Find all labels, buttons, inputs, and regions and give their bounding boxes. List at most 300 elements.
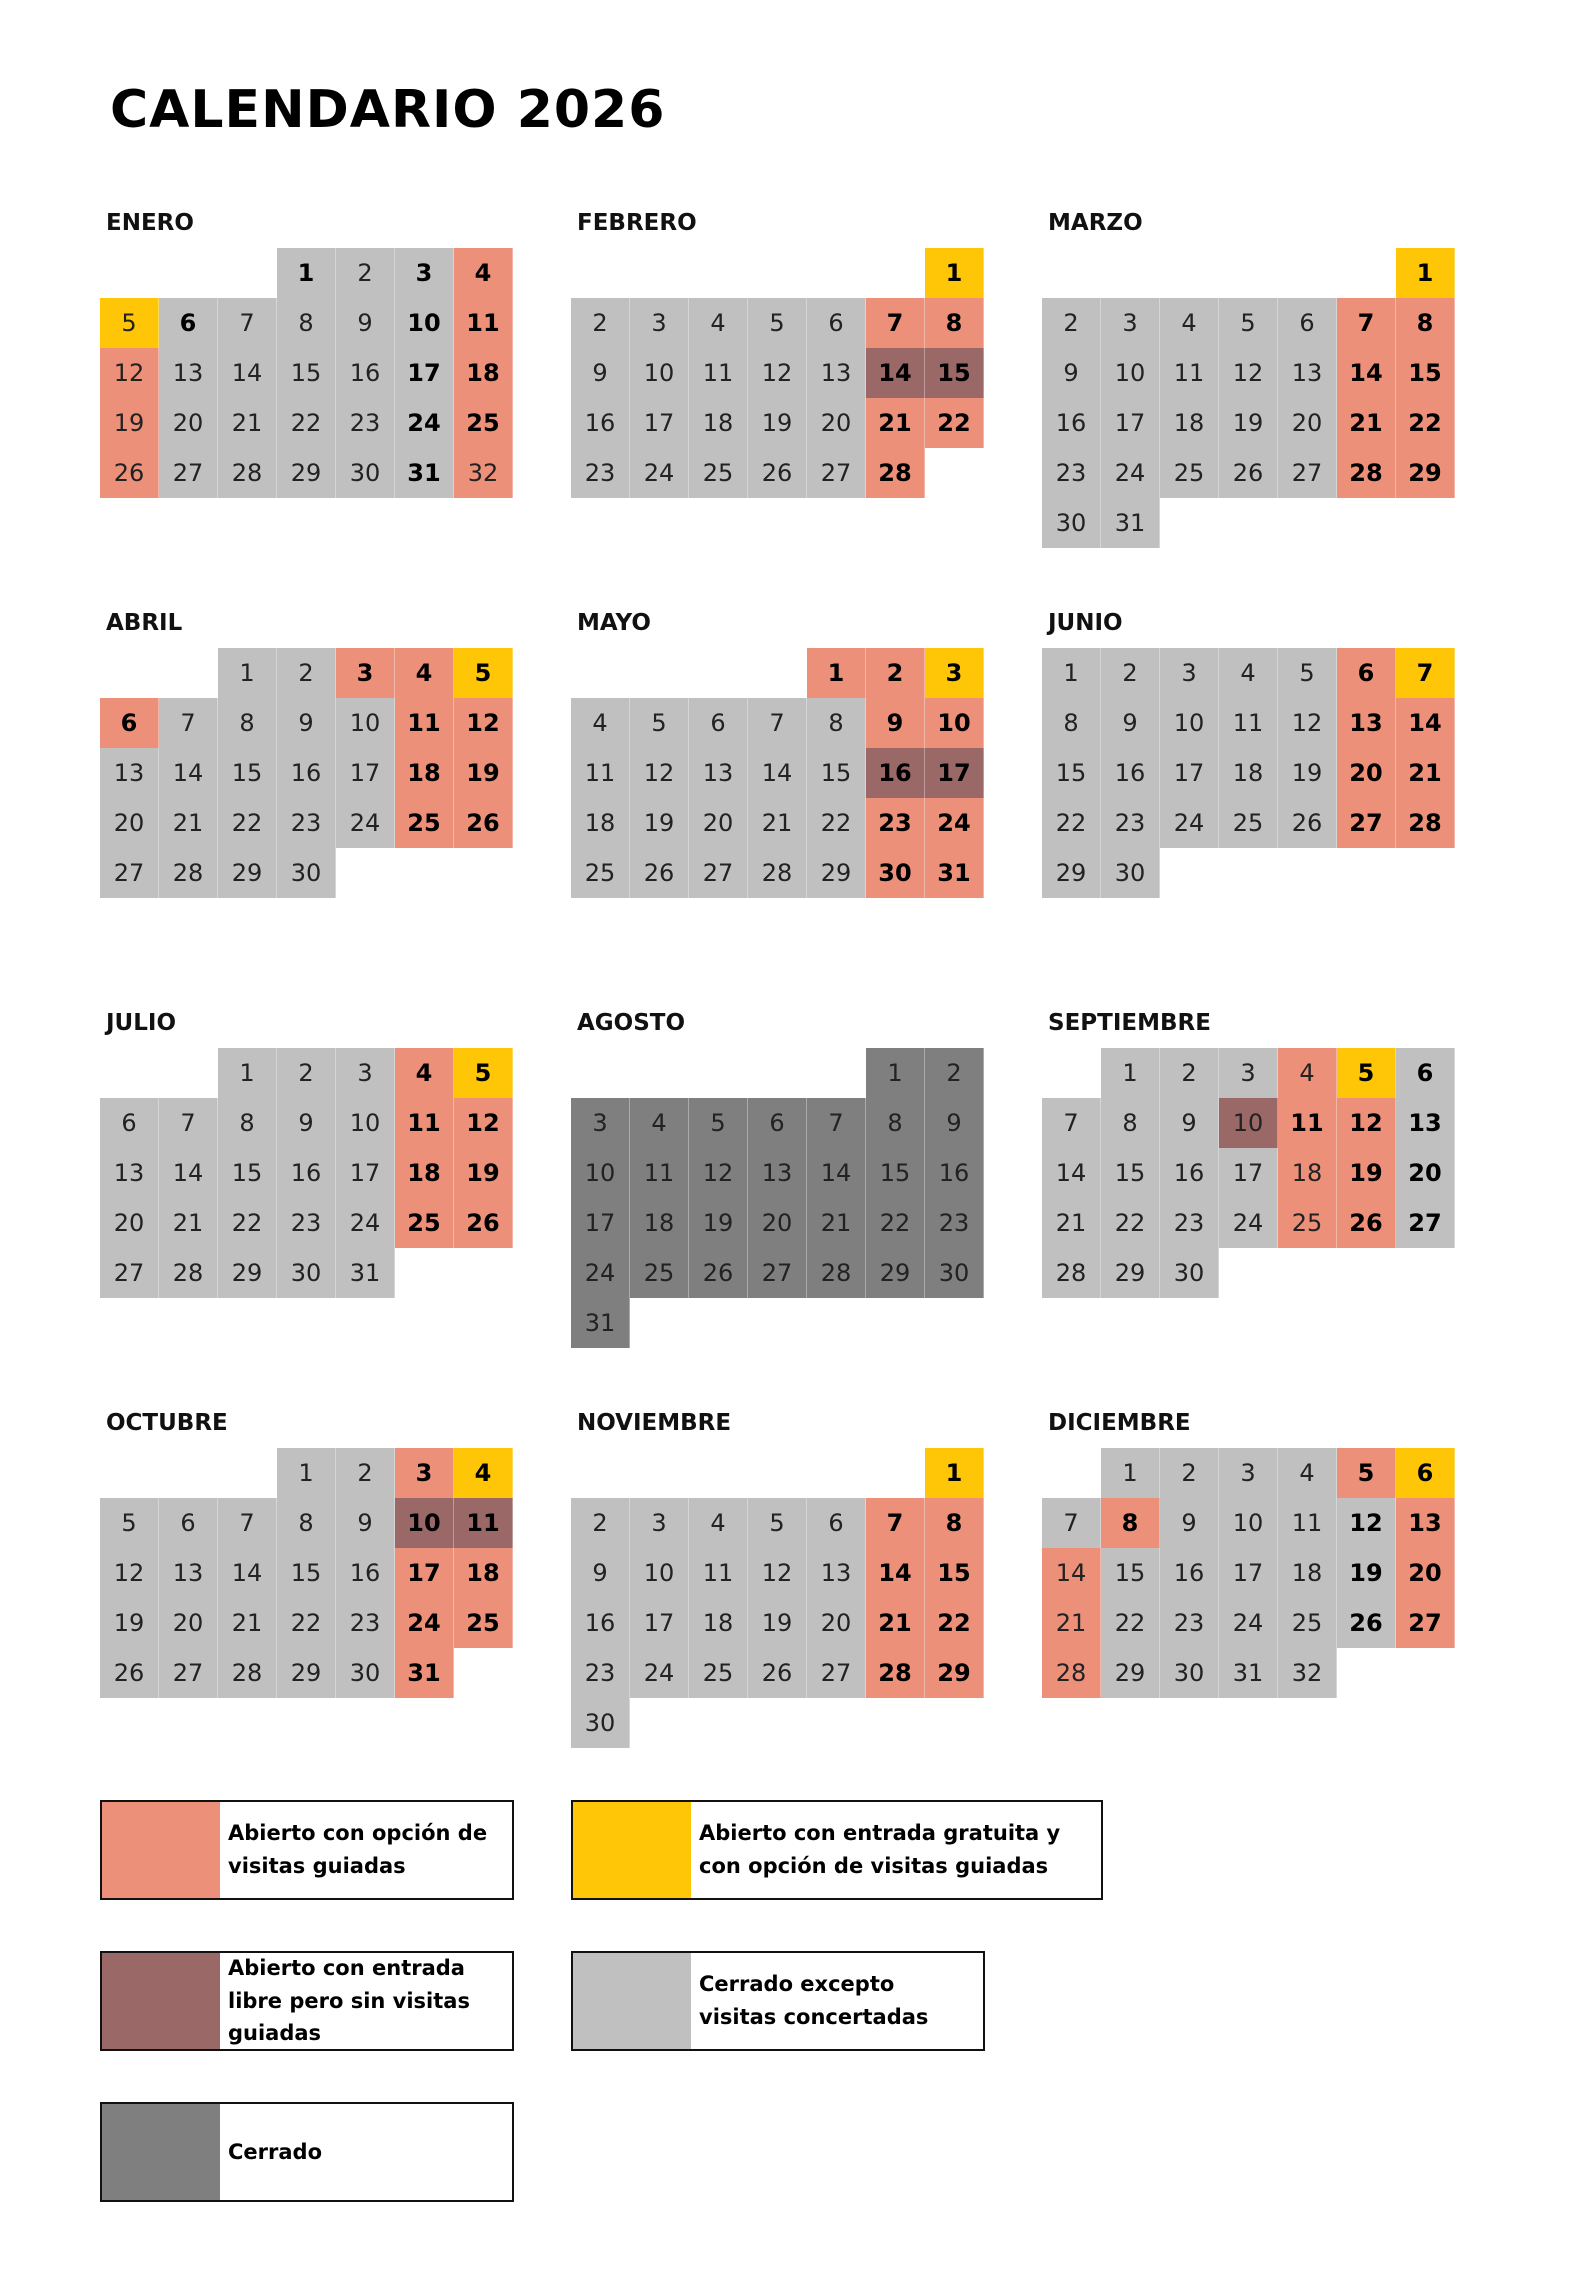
empty-cell (630, 648, 689, 698)
day-cell: 12 (454, 1098, 513, 1148)
day-grid (1042, 648, 1455, 898)
day-cell: 15 (218, 748, 277, 798)
day-cell: 25 (689, 1648, 748, 1698)
month-diciembre (1042, 1410, 1462, 1770)
day-cell: 7 (1042, 1098, 1101, 1148)
empty-cell (571, 1448, 630, 1498)
day-cell: 5 (454, 648, 513, 698)
empty-cell (1042, 248, 1101, 298)
day-cell: 31 (925, 848, 984, 898)
day-cell: 6 (1337, 648, 1396, 698)
day-cell: 5 (100, 298, 159, 348)
empty-cell (689, 648, 748, 698)
day-cell: 13 (807, 348, 866, 398)
day-grid (100, 648, 513, 898)
day-cell: 22 (1042, 798, 1101, 848)
day-cell: 28 (866, 448, 925, 498)
day-cell: 22 (218, 1198, 277, 1248)
day-cell: 21 (1337, 398, 1396, 448)
day-cell: 21 (1042, 1598, 1101, 1648)
day-cell: 2 (1042, 298, 1101, 348)
day-cell: 20 (159, 398, 218, 448)
day-cell: 18 (395, 748, 454, 798)
day-cell: 19 (1337, 1148, 1396, 1198)
day-cell: 16 (571, 398, 630, 448)
day-cell: 18 (395, 1148, 454, 1198)
day-cell: 27 (1396, 1598, 1455, 1648)
day-cell: 26 (454, 798, 513, 848)
day-cell: 16 (1160, 1148, 1219, 1198)
day-cell: 2 (1101, 648, 1160, 698)
day-cell: 32 (1278, 1648, 1337, 1698)
day-cell: 1 (218, 648, 277, 698)
day-cell: 17 (630, 398, 689, 448)
day-cell: 1 (1396, 248, 1455, 298)
day-cell: 1 (1101, 1048, 1160, 1098)
day-cell: 23 (336, 398, 395, 448)
day-cell: 26 (630, 848, 689, 898)
day-cell: 23 (277, 1198, 336, 1248)
day-grid (1042, 248, 1455, 548)
day-cell: 21 (748, 798, 807, 848)
day-cell: 20 (689, 798, 748, 848)
day-cell: 8 (1101, 1098, 1160, 1148)
day-cell: 20 (159, 1598, 218, 1648)
empty-cell (1042, 1048, 1101, 1098)
day-cell: 7 (748, 698, 807, 748)
day-cell: 7 (1396, 648, 1455, 698)
day-cell: 2 (277, 1048, 336, 1098)
day-cell: 9 (925, 1098, 984, 1148)
day-cell: 8 (1396, 298, 1455, 348)
day-cell: 10 (1219, 1098, 1278, 1148)
day-cell: 13 (159, 1548, 218, 1598)
day-cell: 7 (866, 298, 925, 348)
empty-cell (748, 1448, 807, 1498)
day-cell: 30 (277, 848, 336, 898)
day-cell: 22 (277, 1598, 336, 1648)
day-cell: 24 (925, 798, 984, 848)
day-cell: 8 (1042, 698, 1101, 748)
month-marzo (1042, 210, 1462, 570)
day-cell: 1 (277, 248, 336, 298)
day-cell: 6 (689, 698, 748, 748)
day-grid (571, 1448, 984, 1748)
day-grid (571, 1048, 984, 1348)
day-cell: 31 (395, 1648, 454, 1698)
day-cell: 1 (1101, 1448, 1160, 1498)
day-cell: 30 (925, 1248, 984, 1298)
day-cell: 30 (571, 1698, 630, 1748)
day-cell: 14 (807, 1148, 866, 1198)
day-grid (1042, 1448, 1455, 1698)
day-cell: 27 (807, 448, 866, 498)
day-cell: 15 (866, 1148, 925, 1198)
day-cell: 19 (100, 1598, 159, 1648)
day-cell: 15 (1101, 1548, 1160, 1598)
day-cell: 2 (571, 298, 630, 348)
day-cell: 17 (571, 1198, 630, 1248)
day-cell: 30 (1042, 498, 1101, 548)
day-cell: 4 (689, 1498, 748, 1548)
day-cell: 31 (1219, 1648, 1278, 1698)
empty-cell (159, 1048, 218, 1098)
day-cell: 2 (571, 1498, 630, 1548)
day-cell: 25 (395, 1198, 454, 1248)
day-cell: 19 (748, 1598, 807, 1648)
day-cell: 23 (571, 448, 630, 498)
month-abril (100, 610, 520, 970)
legend-swatch (573, 1953, 691, 2049)
day-cell: 30 (866, 848, 925, 898)
day-grid (100, 1448, 513, 1698)
day-cell: 13 (1396, 1098, 1455, 1148)
day-cell: 7 (218, 1498, 277, 1548)
day-cell: 11 (1219, 698, 1278, 748)
day-cell: 1 (807, 648, 866, 698)
day-cell: 8 (807, 698, 866, 748)
day-cell: 7 (159, 698, 218, 748)
day-cell: 27 (807, 1648, 866, 1698)
empty-cell (807, 248, 866, 298)
day-cell: 2 (277, 648, 336, 698)
day-cell: 29 (277, 1648, 336, 1698)
day-cell: 16 (1160, 1548, 1219, 1598)
day-cell: 23 (571, 1648, 630, 1698)
day-cell: 14 (1042, 1548, 1101, 1598)
day-cell: 22 (277, 398, 336, 448)
day-cell: 11 (1160, 348, 1219, 398)
day-cell: 21 (1042, 1198, 1101, 1248)
day-cell: 14 (159, 1148, 218, 1198)
day-cell: 21 (218, 1598, 277, 1648)
legend-label: Abierto con opción de visitas guiadas (228, 1821, 488, 1878)
day-cell: 24 (395, 1598, 454, 1648)
day-cell: 10 (630, 1548, 689, 1598)
day-cell: 18 (1278, 1548, 1337, 1598)
empty-cell (159, 648, 218, 698)
empty-cell (866, 248, 925, 298)
day-cell: 1 (866, 1048, 925, 1098)
legend-item-closed (100, 2102, 514, 2202)
day-cell: 3 (1219, 1448, 1278, 1498)
day-cell: 13 (748, 1148, 807, 1198)
day-cell: 17 (1101, 398, 1160, 448)
day-cell: 20 (1337, 748, 1396, 798)
day-cell: 29 (807, 848, 866, 898)
empty-cell (159, 1448, 218, 1498)
day-cell: 30 (1101, 848, 1160, 898)
day-cell: 28 (1337, 448, 1396, 498)
empty-cell (748, 1048, 807, 1098)
day-cell: 23 (336, 1598, 395, 1648)
empty-cell (100, 1448, 159, 1498)
day-cell: 19 (100, 398, 159, 448)
empty-cell (218, 1448, 277, 1498)
day-cell: 25 (1278, 1198, 1337, 1248)
day-cell: 14 (159, 748, 218, 798)
month-name: ENERO (106, 210, 194, 236)
day-grid (571, 648, 984, 898)
day-cell: 14 (866, 1548, 925, 1598)
day-cell: 26 (1337, 1598, 1396, 1648)
day-cell: 12 (689, 1148, 748, 1198)
day-cell: 27 (1396, 1198, 1455, 1248)
day-cell: 3 (630, 1498, 689, 1548)
day-cell: 17 (1160, 748, 1219, 798)
day-cell: 31 (1101, 498, 1160, 548)
day-cell: 26 (748, 1648, 807, 1698)
day-cell: 5 (1278, 648, 1337, 698)
day-cell: 16 (1042, 398, 1101, 448)
day-cell: 21 (159, 798, 218, 848)
day-cell: 16 (336, 348, 395, 398)
day-cell: 13 (1396, 1498, 1455, 1548)
day-cell: 10 (395, 298, 454, 348)
day-cell: 3 (336, 648, 395, 698)
day-cell: 14 (218, 348, 277, 398)
month-junio (1042, 610, 1462, 970)
day-cell: 17 (925, 748, 984, 798)
empty-cell (1337, 248, 1396, 298)
day-cell: 23 (1160, 1598, 1219, 1648)
day-cell: 10 (1160, 698, 1219, 748)
empty-cell (1219, 248, 1278, 298)
day-cell: 28 (218, 448, 277, 498)
day-cell: 6 (100, 1098, 159, 1148)
day-cell: 12 (1337, 1498, 1396, 1548)
day-cell: 20 (100, 1198, 159, 1248)
day-cell: 24 (1219, 1198, 1278, 1248)
day-cell: 9 (1042, 348, 1101, 398)
day-cell: 7 (1337, 298, 1396, 348)
day-cell: 31 (336, 1248, 395, 1298)
day-cell: 13 (1337, 698, 1396, 748)
month-name: DICIEMBRE (1048, 1410, 1191, 1436)
empty-cell (689, 1448, 748, 1498)
day-cell: 13 (807, 1548, 866, 1598)
day-cell: 18 (1160, 398, 1219, 448)
day-cell: 25 (454, 398, 513, 448)
month-name: MARZO (1048, 210, 1143, 236)
day-cell: 9 (336, 1498, 395, 1548)
day-cell: 7 (1042, 1498, 1101, 1548)
day-cell: 9 (277, 698, 336, 748)
legend-swatch (102, 1953, 220, 2049)
day-cell: 11 (454, 298, 513, 348)
day-cell: 8 (218, 1098, 277, 1148)
legend-swatch (102, 1802, 220, 1898)
day-cell: 21 (1396, 748, 1455, 798)
day-cell: 14 (748, 748, 807, 798)
day-cell: 21 (218, 398, 277, 448)
day-cell: 27 (100, 848, 159, 898)
day-cell: 10 (336, 698, 395, 748)
day-cell: 32 (454, 448, 513, 498)
empty-cell (159, 248, 218, 298)
day-cell: 30 (336, 1648, 395, 1698)
day-cell: 30 (277, 1248, 336, 1298)
day-cell: 3 (395, 1448, 454, 1498)
day-cell: 11 (689, 1548, 748, 1598)
page-title: CALENDARIO 2026 (110, 80, 666, 140)
day-cell: 26 (689, 1248, 748, 1298)
day-cell: 6 (748, 1098, 807, 1148)
legend-swatch (573, 1802, 691, 1898)
day-cell: 15 (1396, 348, 1455, 398)
day-cell: 6 (1396, 1448, 1455, 1498)
day-cell: 28 (218, 1648, 277, 1698)
day-cell: 19 (454, 748, 513, 798)
day-cell: 5 (1219, 298, 1278, 348)
day-cell: 5 (630, 698, 689, 748)
day-cell: 25 (1160, 448, 1219, 498)
day-cell: 4 (630, 1098, 689, 1148)
day-cell: 19 (630, 798, 689, 848)
month-name: AGOSTO (577, 1010, 686, 1036)
day-cell: 22 (1101, 1198, 1160, 1248)
day-cell: 6 (159, 1498, 218, 1548)
day-cell: 16 (925, 1148, 984, 1198)
day-cell: 20 (807, 1598, 866, 1648)
day-cell: 6 (1278, 298, 1337, 348)
day-cell: 10 (1101, 348, 1160, 398)
day-cell: 24 (630, 448, 689, 498)
day-cell: 1 (218, 1048, 277, 1098)
day-cell: 9 (866, 698, 925, 748)
day-cell: 28 (1396, 798, 1455, 848)
day-grid (1042, 1048, 1455, 1298)
day-cell: 10 (925, 698, 984, 748)
day-cell: 12 (748, 348, 807, 398)
month-enero (100, 210, 520, 570)
month-name: JUNIO (1048, 610, 1123, 636)
day-cell: 25 (1219, 798, 1278, 848)
day-cell: 24 (1101, 448, 1160, 498)
day-cell: 18 (689, 1598, 748, 1648)
day-cell: 11 (689, 348, 748, 398)
day-cell: 5 (748, 1498, 807, 1548)
day-cell: 29 (1101, 1248, 1160, 1298)
day-cell: 28 (866, 1648, 925, 1698)
day-cell: 18 (454, 348, 513, 398)
day-cell: 31 (571, 1298, 630, 1348)
month-name: OCTUBRE (106, 1410, 228, 1436)
empty-cell (218, 248, 277, 298)
day-cell: 27 (1278, 448, 1337, 498)
day-cell: 2 (336, 1448, 395, 1498)
day-cell: 22 (807, 798, 866, 848)
empty-cell (1160, 248, 1219, 298)
day-cell: 8 (277, 1498, 336, 1548)
month-name: FEBRERO (577, 210, 697, 236)
day-cell: 5 (748, 298, 807, 348)
month-name: MAYO (577, 610, 651, 636)
day-cell: 14 (1337, 348, 1396, 398)
day-cell: 28 (748, 848, 807, 898)
empty-cell (100, 248, 159, 298)
day-cell: 4 (571, 698, 630, 748)
day-cell: 26 (454, 1198, 513, 1248)
day-cell: 27 (1337, 798, 1396, 848)
empty-cell (1101, 248, 1160, 298)
day-cell: 3 (1101, 298, 1160, 348)
day-cell: 15 (1101, 1148, 1160, 1198)
day-cell: 11 (1278, 1098, 1337, 1148)
day-cell: 15 (277, 1548, 336, 1598)
day-grid (100, 248, 513, 498)
day-cell: 15 (925, 348, 984, 398)
day-cell: 18 (689, 398, 748, 448)
day-cell: 28 (1042, 1648, 1101, 1698)
day-cell: 16 (336, 1548, 395, 1598)
day-cell: 27 (159, 448, 218, 498)
day-cell: 29 (277, 448, 336, 498)
day-cell: 25 (395, 798, 454, 848)
day-cell: 25 (630, 1248, 689, 1298)
day-cell: 23 (1042, 448, 1101, 498)
day-cell: 2 (866, 648, 925, 698)
day-cell: 6 (807, 1498, 866, 1548)
day-cell: 1 (925, 248, 984, 298)
day-cell: 7 (218, 298, 277, 348)
day-cell: 28 (159, 848, 218, 898)
month-name: ABRIL (106, 610, 183, 636)
day-cell: 22 (925, 398, 984, 448)
day-cell: 20 (1278, 398, 1337, 448)
month-noviembre (571, 1410, 991, 1770)
day-cell: 7 (159, 1098, 218, 1148)
day-cell: 4 (1278, 1448, 1337, 1498)
legend-item-closed-except (571, 1951, 985, 2051)
day-cell: 7 (807, 1098, 866, 1148)
day-cell: 29 (866, 1248, 925, 1298)
day-cell: 18 (1278, 1148, 1337, 1198)
day-cell: 13 (1278, 348, 1337, 398)
day-cell: 16 (1101, 748, 1160, 798)
legend-item-guided (100, 1800, 514, 1900)
day-cell: 16 (277, 748, 336, 798)
day-cell: 29 (218, 1248, 277, 1298)
day-cell: 4 (454, 1448, 513, 1498)
day-cell: 6 (1396, 1048, 1455, 1098)
day-cell: 14 (218, 1548, 277, 1598)
empty-cell (571, 648, 630, 698)
day-cell: 17 (336, 748, 395, 798)
day-cell: 6 (807, 298, 866, 348)
day-cell: 12 (100, 348, 159, 398)
day-cell: 3 (630, 298, 689, 348)
empty-cell (807, 1448, 866, 1498)
day-cell: 30 (336, 448, 395, 498)
day-cell: 12 (1337, 1098, 1396, 1148)
empty-cell (689, 248, 748, 298)
empty-cell (1278, 248, 1337, 298)
day-cell: 3 (925, 648, 984, 698)
day-cell: 29 (1396, 448, 1455, 498)
day-cell: 6 (100, 698, 159, 748)
day-cell: 27 (689, 848, 748, 898)
empty-cell (807, 1048, 866, 1098)
month-septiembre (1042, 1010, 1462, 1370)
day-cell: 6 (159, 298, 218, 348)
day-cell: 4 (1278, 1048, 1337, 1098)
day-cell: 18 (571, 798, 630, 848)
day-cell: 2 (925, 1048, 984, 1098)
day-cell: 26 (100, 448, 159, 498)
day-cell: 23 (277, 798, 336, 848)
empty-cell (630, 1048, 689, 1098)
